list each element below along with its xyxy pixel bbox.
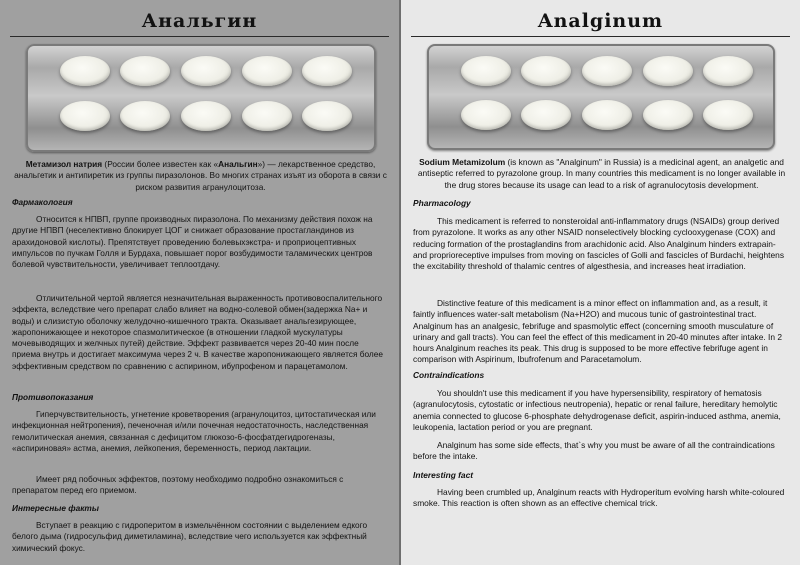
tablet [60, 56, 110, 86]
tablet [461, 56, 511, 86]
tablet [703, 100, 753, 130]
tablet [582, 56, 632, 86]
tablet [242, 56, 292, 86]
tablet [302, 101, 352, 131]
left-intro-bold: Метамизол натрия [25, 159, 103, 169]
tablet [703, 56, 753, 86]
right-page [401, 0, 800, 565]
tablet [643, 56, 693, 86]
tablet [181, 101, 231, 131]
tablet [302, 56, 352, 86]
blister-emboss-right [755, 64, 767, 132]
tablet [582, 100, 632, 130]
right-pharmacology-heading: Pharmacology [413, 198, 471, 208]
right-intro-rest: (is known as "Analginum" in Russia) is a medicinal agent, an analgetic and antiseptic referred to pyrazolone group. In many countries this medicament is no longer available in the drug stores because its usage can lead to a risk of agranulocytosis development. [417, 157, 786, 190]
tablet [120, 56, 170, 86]
blister-emboss-left [34, 64, 46, 132]
left-contra-p1: Гиперчувствительность, угнетение кроветворения (агранулоцитоз, цитостатическая или инфекционная нейтропения), печеночная и/или почечная недостаточность, наследственная гемолитическая анемия, связанная с дефицитом глюкозо-6-фосфатдегидрогеназы, «аспириновая» астма, анемия, лейкопения, беременность, период лактации. [12, 409, 376, 453]
right-intro-bold: Sodium Metamizolum [419, 157, 506, 167]
right-pharmacology-p1: This medicament is referred to nonsteroidal anti-inflammatory drugs (NSAIDs) group derived from pyrazolone. It works as any other NSAID nonselectively blocking cyclooxygenase (COX) and reducing formation of the prostaglandins from arachidonic acid. Also Analginum hinders extrapain- and proprioreceptive impulses from moving on fascicles of Golli and fascicles of Burdachi, heightens the excitability threshold of thalamic centres of algesthesia, and increases heat irradiation. [413, 216, 785, 272]
blister-pack-photo [26, 44, 376, 152]
left-facts-p1: Вступает в реакцию с гидроперитом в измельчённом состоянии с выделением едкого белого дыма (гидросульфид диметиламина), вследствие чего используется как эффектный химический фокус. [12, 520, 368, 553]
right-contra-p1: You shouldn't use this medicament if you have hypersensibility, respiratory of hematosis (agranulocytosis, cytostatic or infectious neutropenia), hepatic or renal failure, hereditary hemolytic anemia connected to glucose 6-phosphate dehydrogenase deficit, aspirin-induced asthma, anemia, leukopenia, lactation period or you are pregnant. [413, 388, 781, 432]
right-contra-heading: Contraindications [413, 370, 485, 380]
left-page [0, 0, 399, 565]
left-contra-heading: Противопоказания [12, 392, 94, 402]
tablet [521, 100, 571, 130]
left-pharmacology-heading: Фармакология [12, 197, 73, 207]
tablet [521, 56, 571, 86]
blister-emboss-right [356, 64, 368, 132]
right-intro [413, 157, 790, 191]
left-intro-part2: ») — лекарственное средство, анальгетик и антипиретик из группы пиразолонов. Во многих странах изъят из оборота в связи с риском развития агранулоцитоза. [14, 159, 387, 192]
tablet [643, 100, 693, 130]
tablet [60, 101, 110, 131]
right-title-bar [411, 6, 790, 37]
left-intro-part1: (России более известен как « [102, 159, 219, 169]
right-facts-heading: Interesting fact [413, 470, 474, 480]
tablet [242, 101, 292, 131]
tablet [461, 100, 511, 130]
tablet [120, 101, 170, 131]
left-title: Анальгин [141, 10, 258, 32]
blister-emboss-left [435, 64, 447, 132]
tablet [181, 56, 231, 86]
left-pharmacology-p2: Отличительной чертой является незначительная выраженность противовоспалительного эффекта, вследствие чего препарат слабо влияет на водно-солевой обмен(задержка Na+ и воды) и слизистую оболочку желудочно-кишечного тракта. Оказывает анальгезирующее, жаропонижающее и некоторое спазмолитическое (в отношении гладкой мускулатуры мочевыводящих и желчных путей) действие. Эффект развивается через 20-40 мин после приема внутрь и достигает максимума через 2 ч. В качестве жаропонижающего является более эффективным средством по сравнению с аспирином, ибупрофеном и парацетамолом. [12, 293, 383, 371]
left-contra-p2: Имеет ряд побочных эффектов, поэтому необходимо подробно ознакомиться с препаратом перед его приемом. [12, 474, 344, 496]
blister-pack-photo [427, 44, 775, 150]
left-intro [12, 159, 389, 193]
left-title-bar [10, 6, 389, 37]
right-facts-p1: Having been crumbled up, Analginum reacts with Hydroperitum evolving harsh white-coloured smoke. This reaction is often shown as an effective chemical trick. [413, 487, 785, 509]
left-intro-bold-2: Анальгин [218, 159, 258, 169]
left-pharmacology-p1: Относится к НПВП, группе производных пиразолона. По механизму действия похож на другие НПВП (неселективно блокирует ЦОГ и снижает образование простагландинов из арахидоновой кислоты). Препятствует проведению болевыхэкстра- и проприоцептивных импульсов по пучкам Голля и Бурдаха, повышает порог возбудимости таламических центров болевой чувствительности, увеличивает теплоотдачу. [12, 214, 373, 270]
right-contra-p2: Analginum has some side effects, that`s why you must be aware of all the contraindications before the intake. [413, 440, 775, 462]
right-pharmacology-p2: Distinctive feature of this medicament is a minor effect on inflammation and, as a result, it faintly influences water-salt metabolism (Na+H2O) and mucous tunic of gastrointestinal tract. Analginum has an analgesic, febrifuge and spasmolytic effect (concerning smooth musculature of urinary and gall tracts). You can feel the effect of this medicament in 20-40 minutes after intake. In 2 hours Analginum reaches its peak. This drug is supposed to be more effective febrifuge agent in comparison with Aspirinum, Ibufrofenum and Paracetamolum. [413, 298, 783, 365]
left-facts-heading: Интересные факты [12, 503, 99, 513]
right-title: Analginum [537, 10, 664, 32]
